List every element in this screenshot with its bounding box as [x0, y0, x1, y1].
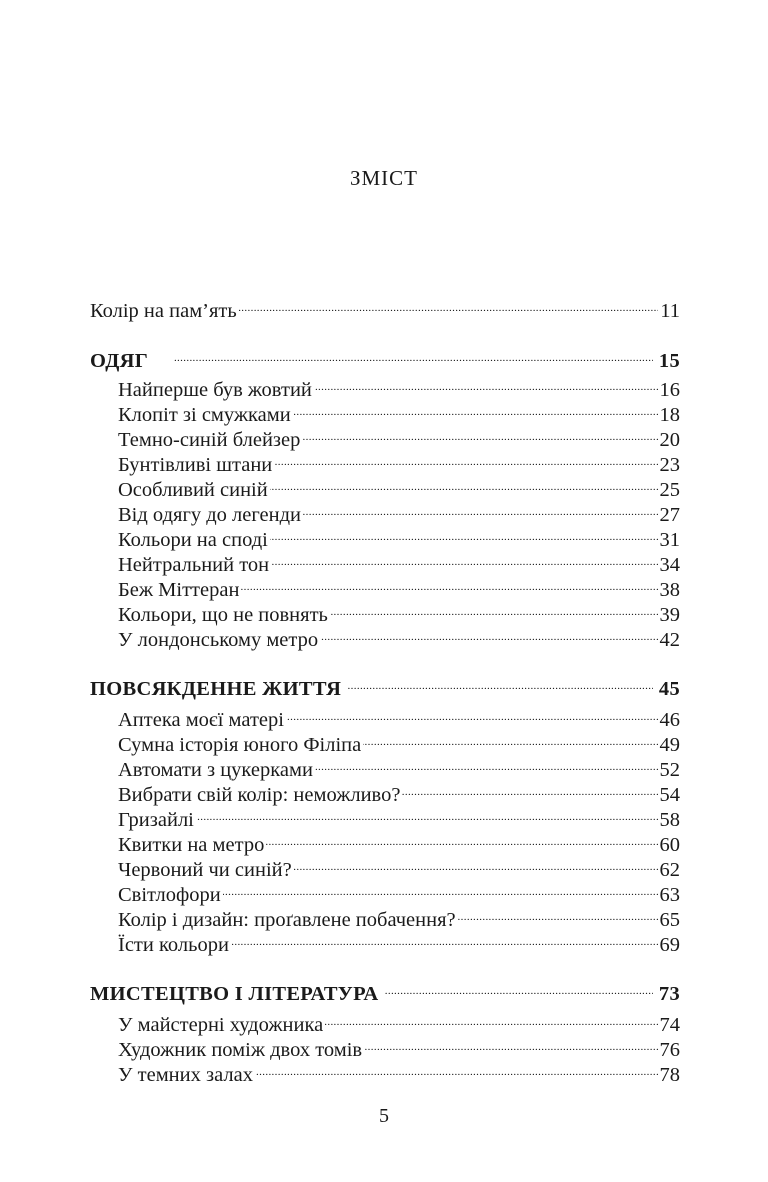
- dot-leader: [320, 621, 657, 646]
- toc-section-heading[interactable]: [90, 670, 680, 700]
- toc-label: Кольори на споді: [118, 529, 268, 551]
- toc-page-number: 25: [659, 479, 680, 501]
- toc-label: Беж Міттеран: [118, 579, 240, 601]
- toc-label: Автомати з цукерками: [118, 759, 313, 781]
- page-title: ЗМІСТ: [349, 166, 419, 190]
- toc-label: Темно-синій блейзер: [118, 429, 301, 451]
- toc-page-number: 15: [658, 350, 680, 372]
- toc-page-number: 73: [658, 983, 680, 1005]
- toc-page-number: 65: [659, 909, 680, 931]
- dot-leader: [154, 342, 653, 367]
- toc-page-number: 62: [659, 859, 680, 881]
- dot-leader: [347, 670, 653, 695]
- toc-entry[interactable]: [90, 371, 680, 401]
- toc-page-number: 38: [659, 579, 680, 601]
- toc-page-number: 39: [659, 604, 680, 626]
- toc-label: МИСТЕЦТВО І ЛІТЕРАТУРА: [90, 983, 379, 1005]
- dot-leader: [364, 1031, 657, 1056]
- toc-label: ОДЯГ: [90, 350, 149, 372]
- toc-page-number: 45: [658, 678, 680, 700]
- toc-page-number: 18: [659, 404, 680, 426]
- toc-entry[interactable]: [90, 1006, 680, 1036]
- toc-page-number: 69: [659, 934, 680, 956]
- dot-leader: [231, 926, 658, 951]
- dot-leader: [303, 496, 658, 521]
- toc-page-number: 58: [659, 809, 680, 831]
- dot-leader: [330, 596, 658, 621]
- dot-leader: [223, 876, 658, 901]
- toc-page-number: 20: [659, 429, 680, 451]
- toc-label: Квитки на метро: [118, 834, 265, 856]
- dot-leader: [266, 826, 657, 851]
- dot-leader: [255, 1056, 658, 1081]
- page-number: 5: [379, 1105, 389, 1127]
- toc-label: Особливий синій: [118, 479, 268, 501]
- toc-label: Червоний чи синій?: [118, 859, 292, 881]
- toc-label: Гризайлі: [118, 809, 194, 831]
- toc-label: У темних залах: [118, 1064, 253, 1086]
- toc-label: Від одягу до легенди: [118, 504, 301, 526]
- toc-page-number: 54: [659, 784, 680, 806]
- dot-leader: [402, 776, 657, 801]
- toc-label: Найперше був жовтий: [118, 379, 312, 401]
- dot-leader: [270, 471, 658, 496]
- dot-leader: [241, 571, 657, 596]
- toc-label: У лондонському метро: [118, 629, 319, 651]
- dot-leader: [363, 726, 657, 751]
- toc-page-number: 63: [659, 884, 680, 906]
- dot-leader: [239, 292, 659, 317]
- dot-leader: [294, 851, 658, 876]
- dot-leader: [458, 901, 658, 926]
- toc-page-number: 31: [659, 529, 680, 551]
- toc-page-number: 23: [659, 454, 680, 476]
- dot-leader: [325, 1006, 657, 1031]
- toc-page-number: 52: [659, 759, 680, 781]
- toc-page-number: 42: [659, 629, 680, 651]
- toc-page-number: 49: [659, 734, 680, 756]
- dot-leader: [293, 396, 658, 421]
- toc-label: Світлофори: [118, 884, 221, 906]
- dot-leader: [274, 446, 657, 471]
- toc-page-number: 46: [659, 709, 680, 731]
- toc-label: Кольори, що не повнять: [118, 604, 328, 626]
- toc-label: Художник поміж двох томів: [118, 1039, 363, 1061]
- toc-page-number: 16: [659, 379, 680, 401]
- toc-page-number: 60: [659, 834, 680, 856]
- dot-leader: [315, 751, 658, 776]
- toc-page-number: 74: [659, 1014, 680, 1036]
- toc-label: Аптека моєї матері: [118, 709, 284, 731]
- toc-label: Клопіт зі смужками: [118, 404, 291, 426]
- table-of-contents: [90, 292, 680, 1086]
- dot-leader: [271, 546, 657, 571]
- toc-page-number: 11: [660, 300, 680, 322]
- toc-label: ПОВСЯКДЕННЕ ЖИТТЯ: [90, 678, 342, 700]
- toc-label: Бунтівливі штани: [118, 454, 273, 476]
- toc-entry[interactable]: [90, 701, 680, 731]
- toc-page-number: 76: [659, 1039, 680, 1061]
- dot-leader: [286, 701, 658, 726]
- toc-entry[interactable]: [90, 292, 680, 322]
- toc-page-number: 27: [659, 504, 680, 526]
- dot-leader: [384, 975, 652, 1000]
- toc-label: У майстерні художника: [118, 1014, 324, 1036]
- toc-label: Вибрати свій колір: неможливо?: [118, 784, 401, 806]
- toc-page-number: 78: [659, 1064, 680, 1086]
- toc-label: Нейтральний тон: [118, 554, 270, 576]
- toc-label: Колір і дизайн: проґавлене побачення?: [118, 909, 456, 931]
- toc-section-heading[interactable]: [90, 342, 680, 372]
- dot-leader: [270, 521, 658, 546]
- toc-page-number: 34: [659, 554, 680, 576]
- toc-label: Колір на пам’ять: [90, 300, 237, 322]
- toc-section-heading[interactable]: [90, 975, 680, 1005]
- toc-label: Їсти кольори: [118, 934, 229, 956]
- toc-label: Сумна історія юного Філіпа: [118, 734, 362, 756]
- dot-leader: [302, 421, 657, 446]
- dot-leader: [196, 801, 658, 826]
- dot-leader: [314, 371, 658, 396]
